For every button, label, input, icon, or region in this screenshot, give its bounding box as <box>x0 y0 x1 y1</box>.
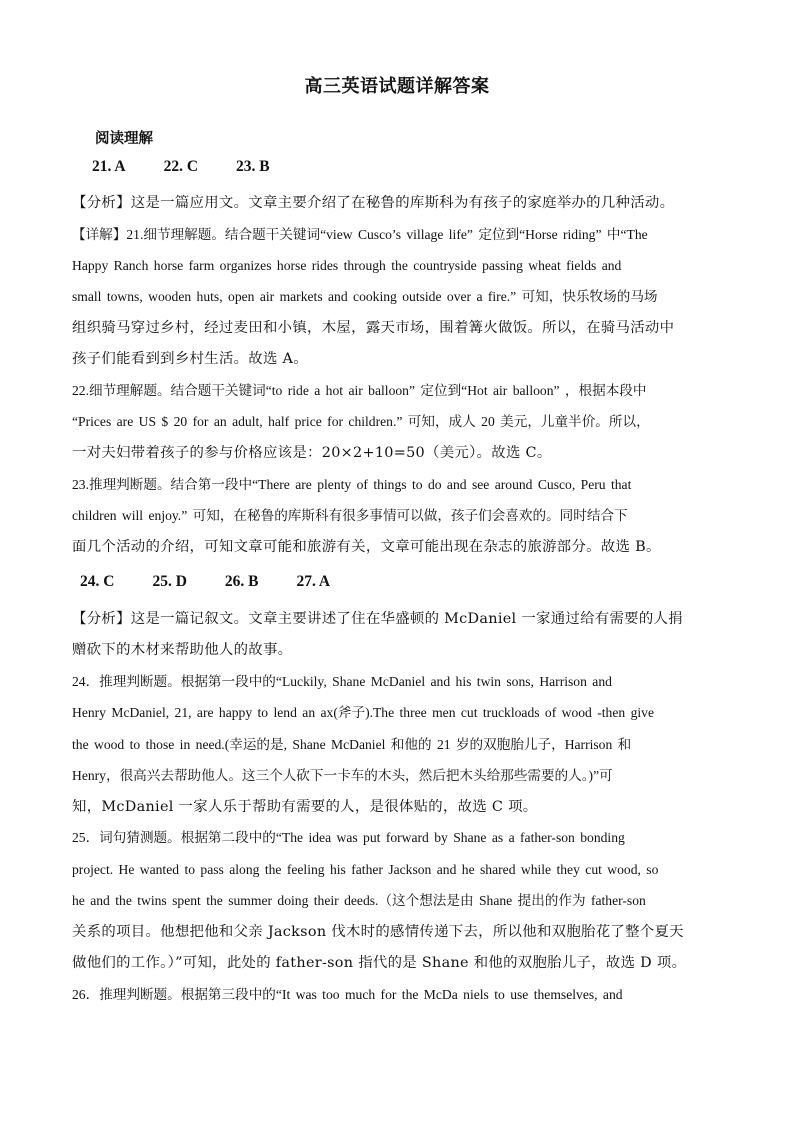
text-line: he and the twins spent the summer doing their deeds.（这个想法是由 Shane 提出的作为 father-son <box>72 893 646 908</box>
page-title: 高三英语试题详解答案 <box>304 76 490 97</box>
answer-item: 27. A <box>296 573 331 590</box>
answer-item: 26. B <box>224 573 259 590</box>
text-line: 25．词句猜测题。根据第二段中的“The idea was put forward by Shane as a father-son bonding <box>72 830 625 845</box>
text-line: the wood to those in need.(幸运的是, Shane McDaniel 和他的 21 岁的双胞胎儿子，Harrison 和 <box>72 737 632 752</box>
text-line: 24．推理判断题。根据第一段中的“Luckily, Shane McDaniel and his twin sons, Harrison and <box>72 674 612 689</box>
text-line: Happy Ranch horse farm organizes horse rides through the countryside passing wheat fields and <box>72 258 622 273</box>
text-line: 【分析】这是一篇记叙文。文章主要讲述了住在华盛顿的 McDaniel 一家通过给有需要的人捐 <box>72 611 683 627</box>
text-line: 一对夫妇带着孩子的参与价格应该是：20×2+10=50（美元）。故选 C。 <box>72 445 552 461</box>
answer-item: 23. B <box>236 158 270 175</box>
text-line: 赠砍下的木材来帮助他人的故事。 <box>72 642 293 658</box>
text-line: Henry McDaniel, 21, are happy to lend an ax(斧子).The three men cut truckloads of wood -then give <box>72 705 654 720</box>
answer-item: 25. D <box>152 573 187 590</box>
answer-item: 21. A <box>92 158 126 175</box>
text-line: 23.推理判断题。结合第一段中“There are plenty of things to do and see around Cusco, Peru that <box>72 477 632 492</box>
answer-item: 22. C <box>163 158 199 175</box>
answer-key-row <box>80 573 330 591</box>
answer-key-row <box>92 158 270 176</box>
answer-item: 24. C <box>80 573 115 590</box>
text-line: small towns, wooden huts, open air markets and cooking outside over a fire.” 可知，快乐牧场的马场 <box>72 289 658 304</box>
text-line: 做他们的工作。）”可知，此处的 father-son 指代的是 Shane 和他的双胞胎儿子，故选 D 项。 <box>72 955 687 971</box>
text-line: 孩子们能看到到乡村生活。故选 A。 <box>72 351 308 367</box>
text-line: “Prices are US $ 20 for an adult, half price for children.” 可知，成人 20 美元，儿童半价。所以， <box>72 414 650 429</box>
text-line: 【详解】21.细节理解题。结合题干关键词“view Cusco’s village life” 定位到“Horse riding” 中“The <box>72 227 648 242</box>
text-line: 知，McDaniel 一家人乐于帮助有需要的人，是很体贴的，故选 C 项。 <box>72 799 538 815</box>
text-line: 22.细节理解题。结合题干关键词“to ride a hot air balloon” 定位到“Hot air balloon” ，根据本段中 <box>72 383 647 398</box>
text-line: 组织骑马穿过乡村，经过麦田和小镇，木屋，露天市场，围着篝火做饭。所以，在骑马活动中 <box>72 320 675 336</box>
text-line: 关系的项目。他想把他和父亲 Jackson 伐木时的感情传递下去，所以他和双胞胎花了整个夏天 <box>72 924 684 940</box>
text-line: 面几个活动的介绍，可知文章可能和旅游有关，文章可能出现在杂志的旅游部分。故选 B。 <box>72 539 661 555</box>
text-line: children will enjoy.” 可知，在秘鲁的库斯科有很多事情可以做，孩子们会喜欢的。同时结合下 <box>72 508 628 523</box>
text-line: Henry，很高兴去帮助他人。这三个人砍下一卡车的木头，然后把木头给那些需要的人。)”可 <box>72 768 613 783</box>
text-line: project. He wanted to pass along the feeling his father Jackson and he shared while they cut wood, so <box>72 862 659 877</box>
text-line: 26．推理判断题。根据第三段中的“It was too much for the McDa niels to use themselves, and <box>72 987 623 1002</box>
section-heading: 阅读理解 <box>95 131 153 147</box>
text-line: 【分析】这是一篇应用文。文章主要介绍了在秘鲁的库斯科为有孩子的家庭举办的几种活动。 <box>72 195 675 211</box>
